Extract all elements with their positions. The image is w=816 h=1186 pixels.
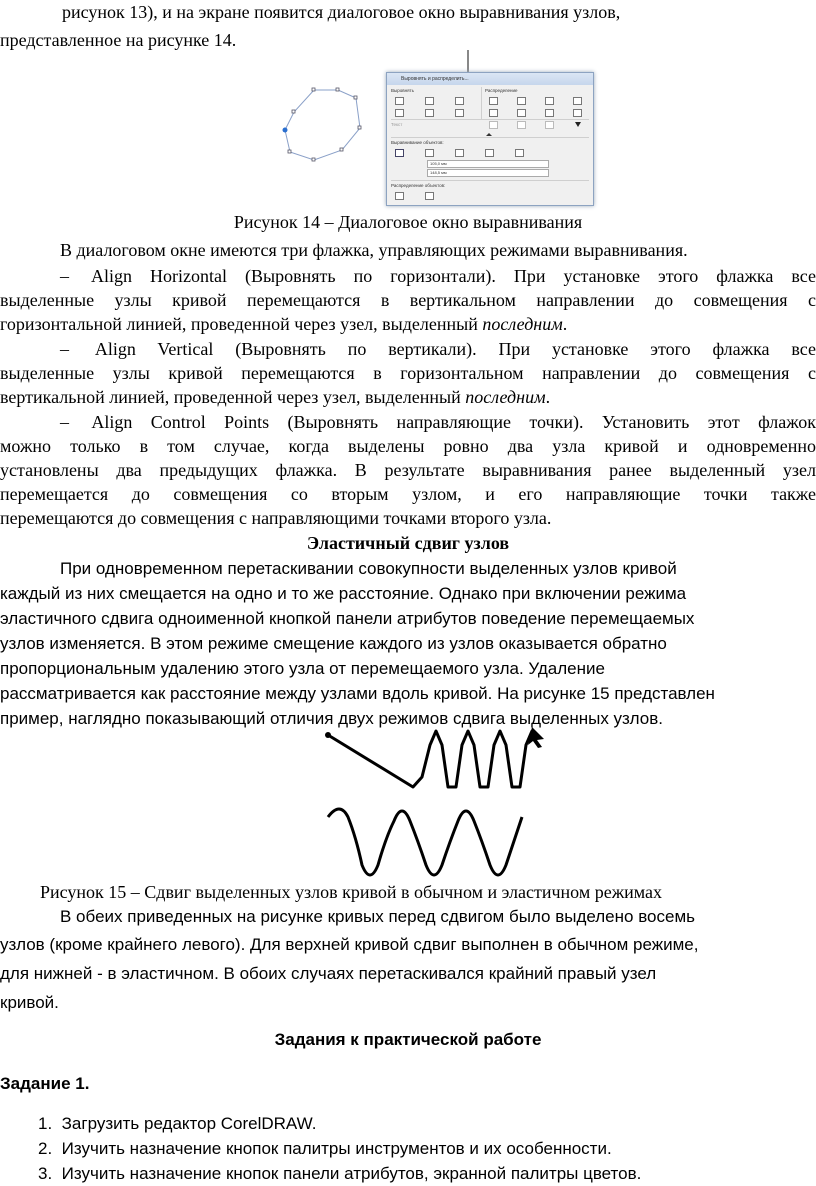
intro-line: рисунок 13), и на экране появится диалоговое окно выравнивания узлов,	[62, 2, 621, 22]
paragraph-line: вертикальной линией, проведенной через узел, выделенный последним.	[0, 387, 551, 407]
align-vertical-line: – Align Vertical (Выровнять по вертикали). При установке этого флажка все	[60, 339, 816, 359]
cursor-icon	[575, 122, 581, 127]
active-objects-icon[interactable]	[395, 149, 404, 157]
figure-15-caption: Рисунок 15 – Сдвиг выделенных узлов кривой в обычном и эластичном режимах	[40, 882, 663, 902]
distribute-vspacing-icon[interactable]	[573, 109, 582, 117]
paragraph-line: рассматривается как расстояние между узлами вдоль кривой. На рисунке 15 представлен	[0, 684, 715, 703]
paragraph-line: горизонтальной линией, проведенной через узел, выделенный последним.	[0, 314, 568, 334]
collapse-arrow-icon[interactable]	[486, 133, 492, 136]
elastic-heading: Эластичный сдвиг узлов	[306, 533, 510, 553]
point-icon[interactable]	[515, 149, 524, 157]
paragraph-line: узлов (кроме крайнего левого). Для верхней кривой сдвиг выполнен в обычном режиме,	[0, 935, 699, 954]
paragraph-line: каждый из них смещается на одно и то же расстояние. Однако при включении режима	[0, 584, 687, 603]
task-item: 3. Изучить назначение кнопок панели атрибутов, экранной палитры цветов.	[38, 1164, 642, 1183]
paragraph-line: эластичного сдвига одноименной кнопкой панели атрибутов поведение перемещаемых	[0, 609, 695, 628]
align-objects-label: Выравнивание объектов:	[391, 140, 444, 145]
paragraph-line: пропорциональным удалению этого узла от перемещаемого узла. Удаление	[0, 659, 605, 678]
align-control-points-line: – Align Control Points (Выровнять направляющие точки). Установить этот флажок	[60, 412, 816, 432]
paragraph-line: выделенные узлы кривой перемещаются в горизонтальном направлении до совмещения с	[0, 363, 816, 383]
align-dialog	[386, 72, 594, 206]
align-section-label: Выровнять	[391, 88, 414, 93]
paragraph-line: кривой.	[0, 993, 59, 1012]
paragraph-line: перемещается до совмещения со вторым узлом, и его направляющие точки также	[0, 484, 816, 504]
polygon-curve-illustration	[280, 84, 380, 164]
text-option-icon	[545, 121, 554, 129]
start-node-icon	[325, 732, 331, 738]
distribute-bottom-icon[interactable]	[545, 109, 554, 117]
paragraph-line: В диалоговом окне имеются три флажка, управляющих режимами выравнивания.	[60, 240, 688, 260]
align-horizontal-line: – Align Horizontal (Выровнять по горизонтали). При установке этого флажка все	[60, 266, 816, 286]
distribute-center-icon[interactable]	[517, 97, 526, 105]
page-edge-icon[interactable]	[425, 149, 434, 157]
text-option-icon	[517, 121, 526, 129]
x-coordinate-field[interactable]: 105,0 мм	[427, 160, 549, 168]
distribute-top-icon[interactable]	[489, 109, 498, 117]
distribute-spacing-icon[interactable]	[573, 97, 582, 105]
task-1-heading: Задание 1.	[0, 1074, 90, 1093]
paragraph-line: установлены два предыдущих флажка. В результате выравнивания ранее выделенный узел	[0, 460, 816, 480]
paragraph-line: выделенные узлы кривой перемещаются в вертикальном направлении до совмещения с	[0, 290, 816, 310]
align-top-icon[interactable]	[395, 109, 404, 117]
figure-14-caption: Рисунок 14 – Диалоговое окно выравнивания	[233, 212, 583, 232]
distribute-extent-icon[interactable]	[395, 192, 404, 200]
text-section-label: Текст	[391, 122, 403, 127]
text-option-icon	[489, 121, 498, 129]
align-center-icon[interactable]	[425, 97, 434, 105]
distribute-section-label: Распределение	[485, 88, 518, 93]
grid-icon[interactable]	[485, 149, 494, 157]
distribute-middle-icon[interactable]	[517, 109, 526, 117]
paragraph-line: При одновременном перетаскивании совокупности выделенных узлов кривой	[60, 559, 677, 578]
distribute-objects-label: Распределение объектов:	[391, 183, 446, 188]
paragraph-line: узлов изменяется. В этом режиме смещение каждого из узлов оказывается обратно	[0, 634, 667, 653]
tasks-heading: Задания к практической работе	[274, 1030, 542, 1049]
paragraph-line: перемещаются до совмещения с направляющими точками второго узла.	[0, 508, 552, 528]
paragraph-line: для нижней - в эластичном. В обоих случаях перетаскивался крайний правый узел	[0, 964, 657, 983]
distribute-left-icon[interactable]	[489, 97, 498, 105]
task-item: 2. Изучить назначение кнопок палитры инструментов и их особенности.	[38, 1139, 612, 1158]
figure-15-curves	[318, 725, 558, 877]
task-item: 1. Загрузить редактор CorelDRAW.	[38, 1114, 317, 1133]
elastic-shift-curve	[328, 809, 522, 875]
intro-line: представленное на рисунке 14.	[0, 30, 237, 50]
align-middle-icon[interactable]	[425, 109, 434, 117]
align-bottom-icon[interactable]	[455, 109, 464, 117]
paragraph-line: В обеих приведенных на рисунке кривых перед сдвигом было выделено восемь	[60, 907, 695, 926]
cursor-arrow-icon	[528, 727, 544, 748]
align-left-icon[interactable]	[395, 97, 404, 105]
y-coordinate-field[interactable]: 148,5 мм	[427, 169, 549, 177]
drag-indicator	[467, 50, 469, 74]
regular-shift-curve	[328, 731, 538, 787]
page-center-icon[interactable]	[455, 149, 464, 157]
distribute-page-icon[interactable]	[425, 192, 434, 200]
paragraph-line: пример, наглядно показывающий отличия двух режимов сдвига выделенных узлов.	[0, 709, 663, 728]
align-right-icon[interactable]	[455, 97, 464, 105]
dialog-title: Выровнять и распределить...	[387, 73, 593, 85]
distribute-right-icon[interactable]	[545, 97, 554, 105]
paragraph-line: можно только в том случае, когда выделены ровно два узла кривой и одновременно	[0, 436, 816, 456]
